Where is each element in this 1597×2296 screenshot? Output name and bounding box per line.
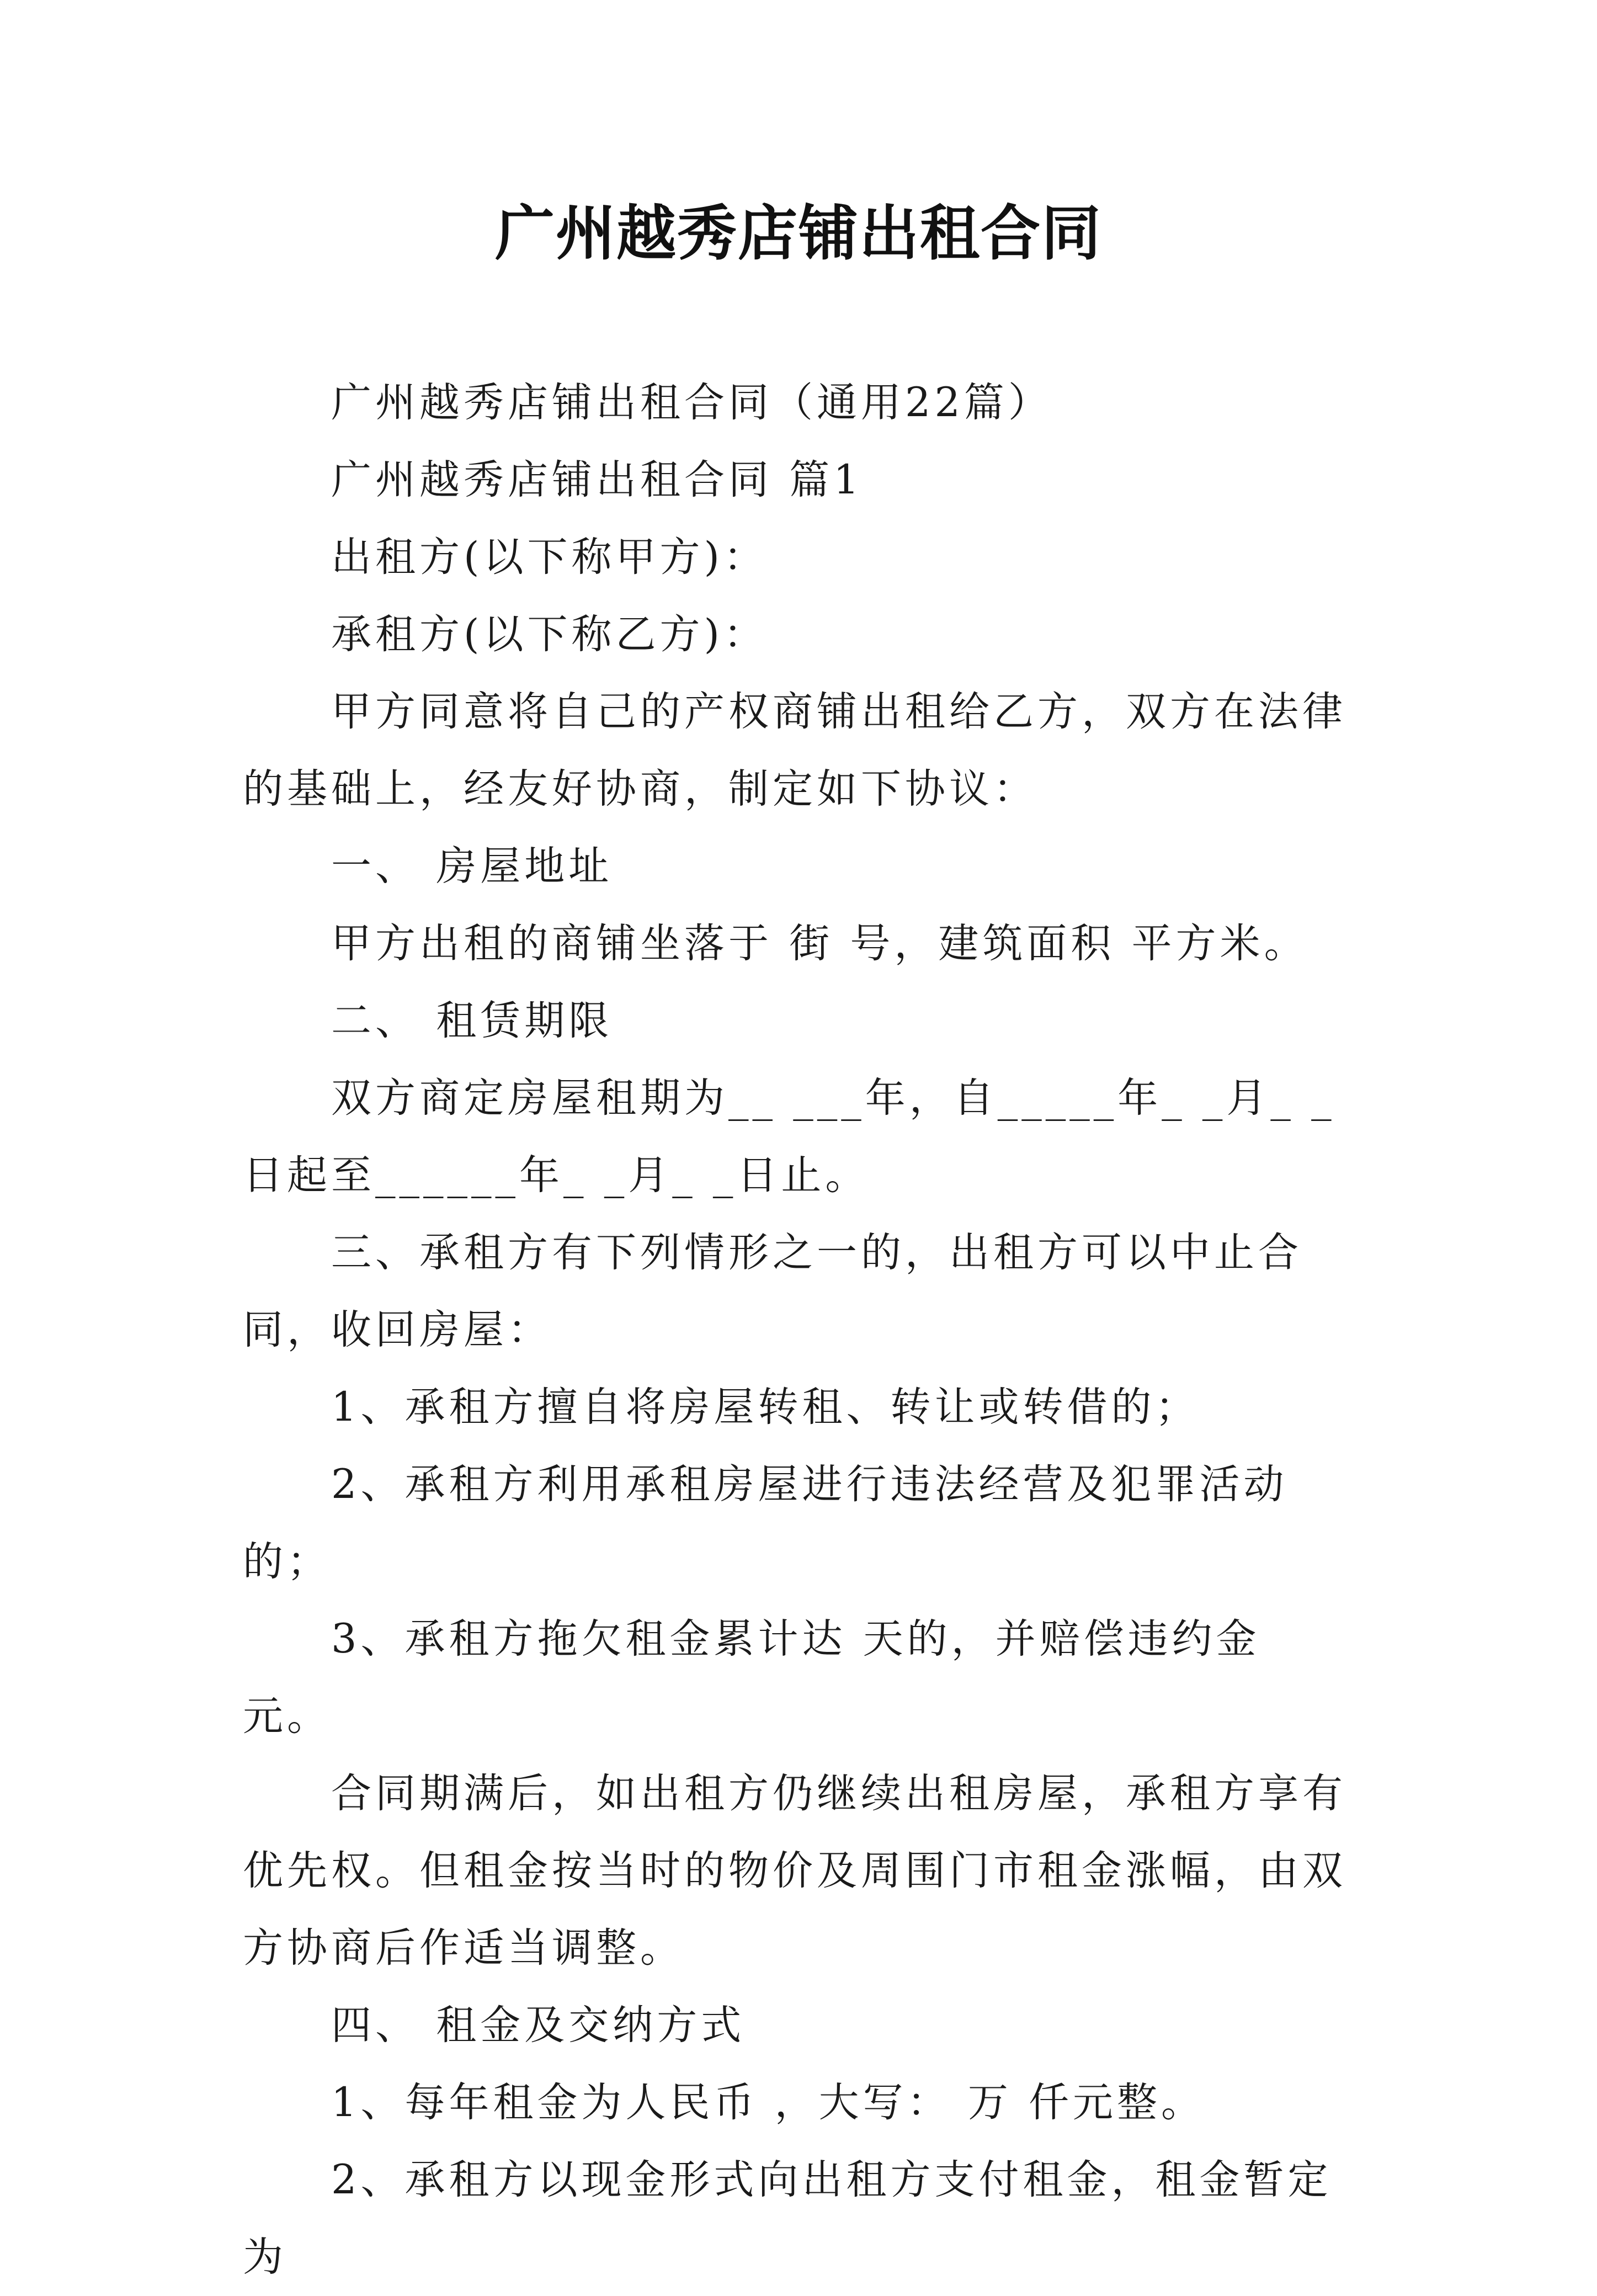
paragraph-lessee: 承租方(以下称乙方)： — [331, 611, 768, 658]
paragraph-renewal: 合同期满后，如出租方仍继续出租房屋，承租方享有优先权。但租金按当时的物价及周围门市租金涨幅，由双方协商后作适当调整。 — [243, 1770, 1346, 1971]
paragraph-heading-address: 一、 房屋地址 — [331, 843, 613, 890]
paragraph-clause-1: 1、承租方擅自将房屋转租、转让或转借的； — [331, 1384, 1200, 1431]
paragraph-termination: 三、承租方有下列情形之一的，出租方可以中止合同，收回房屋： — [243, 1229, 1302, 1353]
paragraph-agreement-intro: 甲方同意将自己的产权商铺出租给乙方，双方在法律的基础上，经友好协商，制定如下协议： — [243, 688, 1346, 812]
paragraph-term: 双方商定房屋租期为__ ___年，自_____年_ _月_ _日起至______年_ _月_ _日止。 — [243, 1075, 1335, 1199]
document-title: 广州越秀店铺出租合同 — [494, 199, 1102, 268]
paragraph-clause-3: 3、承租方拖欠租金累计达 天的，并赔偿违约金 元。 — [243, 1615, 1277, 1740]
paragraph-clause-2: 2、承租方利用承租房屋进行违法经营及犯罪活动的； — [243, 1461, 1288, 1585]
document-body — [243, 364, 1363, 2296]
paragraph-rent-2: 2、承租方以现金形式向出租方支付租金，租金暂定为 — [243, 2156, 1332, 2281]
paragraph-lessor: 出租方(以下称甲方)： — [331, 534, 768, 581]
paragraph-section-heading: 广州越秀店铺出租合同 篇1 — [331, 456, 863, 503]
paragraph-heading-term: 二、 租赁期限 — [331, 997, 613, 1044]
paragraph-address: 甲方出租的商铺坐落于 街 号，建筑面积 平方米。 — [331, 920, 1308, 967]
paragraph-heading-rent: 四、 租金及交纳方式 — [331, 2002, 746, 2049]
paragraph-subtitle: 广州越秀店铺出租合同（通用22篇） — [331, 379, 1052, 426]
paragraph-rent-1: 1、每年租金为人民币 ，大写： 万 仟元整。 — [331, 2079, 1206, 2126]
